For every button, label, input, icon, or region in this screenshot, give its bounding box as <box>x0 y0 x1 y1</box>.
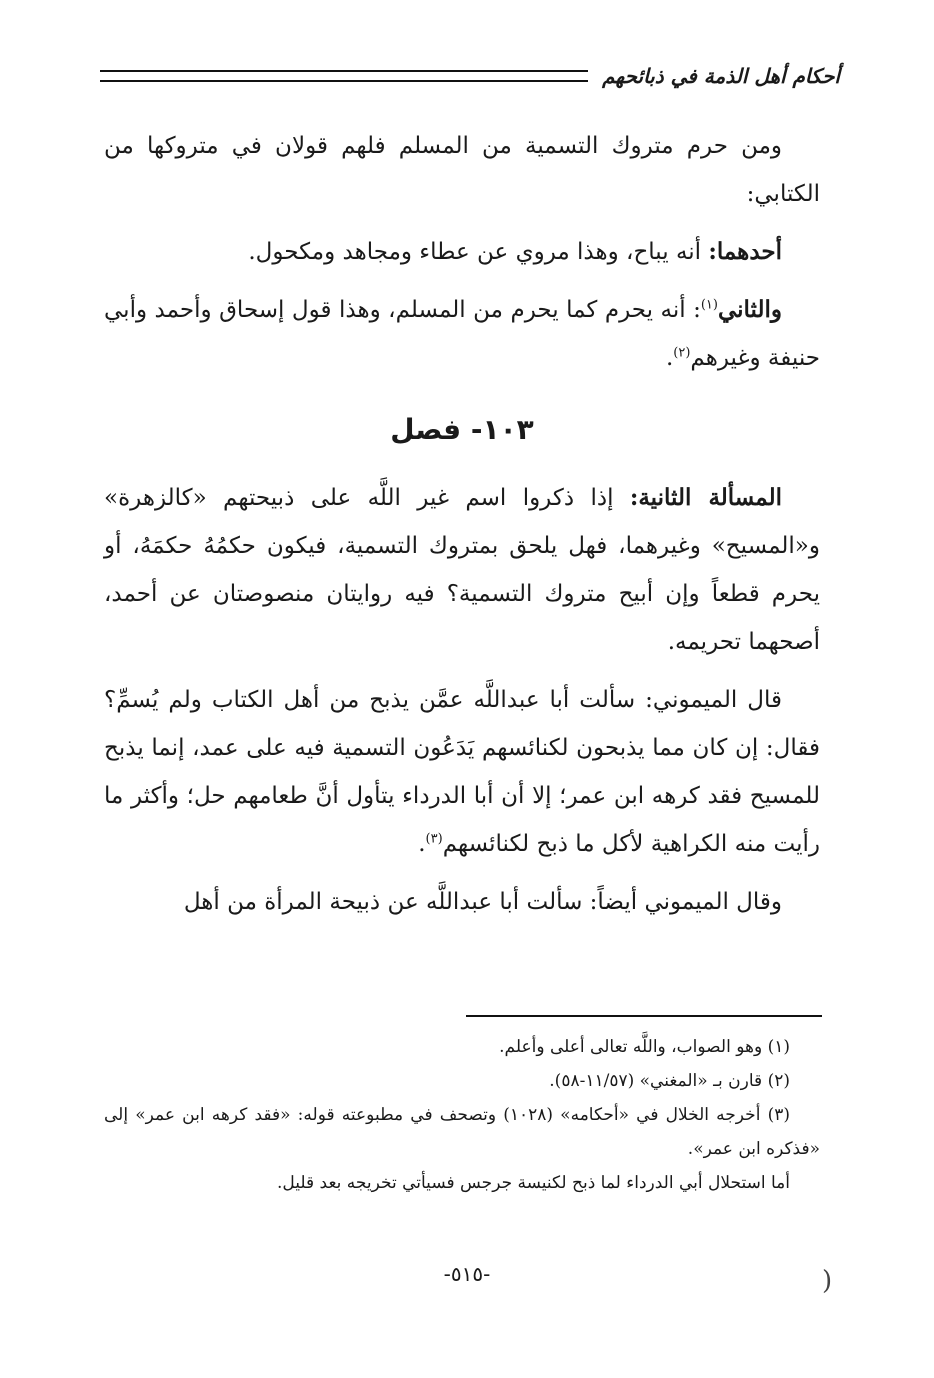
paragraph-6 <box>104 878 820 926</box>
page-number: -٥١٥- <box>443 1262 491 1286</box>
paragraph-2 <box>104 228 820 276</box>
paragraph-5-text: قال الميموني: سألت أبا عبداللَّه عمَّن يذبح من أهل الكتاب ولم يُسمِّ؟ فقال: إن كان مما يذبحون لكنائسهم يَدَعُون التسمية فيه على عمد، إنما يذبح للمسيح فقد كرهه ابن عمر؛ إلا أن أبا الدرداء يتأول أنَّ طعامهم حل؛ وأكثر ما رأيت منه الكراهية لأكل ما ذبح لكنائسهم <box>104 687 820 857</box>
paragraph-2-lead: أحدهما: <box>708 238 782 265</box>
footnote-1: (١) وهو الصواب، واللَّه تعالى أعلى وأعلم. <box>499 1037 790 1057</box>
paragraph-3-lead: والثاني <box>717 296 782 323</box>
footnotes <box>104 1030 820 1200</box>
paragraph-4 <box>104 474 820 666</box>
paragraph-1 <box>104 122 820 218</box>
paragraph-3-text: : أنه يحرم كما يحرم من المسلم، وهذا قول إسحاق وأحمد وأبي حنيفة وغيرهم <box>104 297 820 371</box>
footnote-3-continuation: أما استحلال أبي الدرداء لما ذبح لكنيسة جرجس فسيأتي تخريجه بعد قليل. <box>276 1173 790 1193</box>
margin-mark: ( <box>822 1266 833 1296</box>
running-header <box>100 56 840 96</box>
paragraph-4-lead: المسألة الثانية: <box>629 484 783 511</box>
section-heading: ١٠٣- فصل <box>390 413 534 446</box>
footnote-separator <box>466 1015 822 1017</box>
main-text <box>104 122 820 936</box>
footnote-ref-3: (٣) <box>425 831 443 847</box>
footnote-ref-1: (١) <box>700 297 718 313</box>
footnote-2: (٢) قارن بـ «المغني» (١١/٥٧-٥٨). <box>549 1071 790 1091</box>
paragraph-6-text: وقال الميموني أيضاً: سألت أبا عبداللَّه عن ذبيحة المرأة من أهل <box>183 889 782 915</box>
paragraph-5 <box>104 676 820 868</box>
paragraph-5-end: . <box>418 831 426 857</box>
header-double-rule <box>100 70 588 82</box>
paragraph-3 <box>104 286 820 382</box>
running-header-title: أحكام أهل الذمة في ذبائحهم <box>602 64 840 88</box>
paragraph-2-text: أنه يباح، وهذا مروي عن عطاء ومجاهد ومكحول. <box>248 239 709 265</box>
footnote-3: (٣) أخرجه الخلال في «أحكامه» (١٠٢٨) وتصحف في مطبوعته قوله: «فقد كرهه ابن عمر» إلى «فذكره ابن عمر». <box>104 1105 820 1159</box>
paragraph-4-text: إذا ذكروا اسم غير اللَّه على ذبيحتهم «كالزهرة» و«المسيح» وغيرهما، فهل يلحق بمتروك التسمية، فيكون حكمُهُ حكمَهُ، أو يحرم قطعاً وإن أبيح متروك التسمية؟ فيه روايتان منصوصتان عن أحمد، أصحهما تحريمه. <box>104 485 820 655</box>
footnote-ref-2: (٢) <box>673 345 691 361</box>
paragraph-1-text: ومن حرم متروك التسمية من المسلم فلهم قولان في متروكها من الكتابي: <box>104 133 820 207</box>
paragraph-3-end: . <box>665 345 674 371</box>
